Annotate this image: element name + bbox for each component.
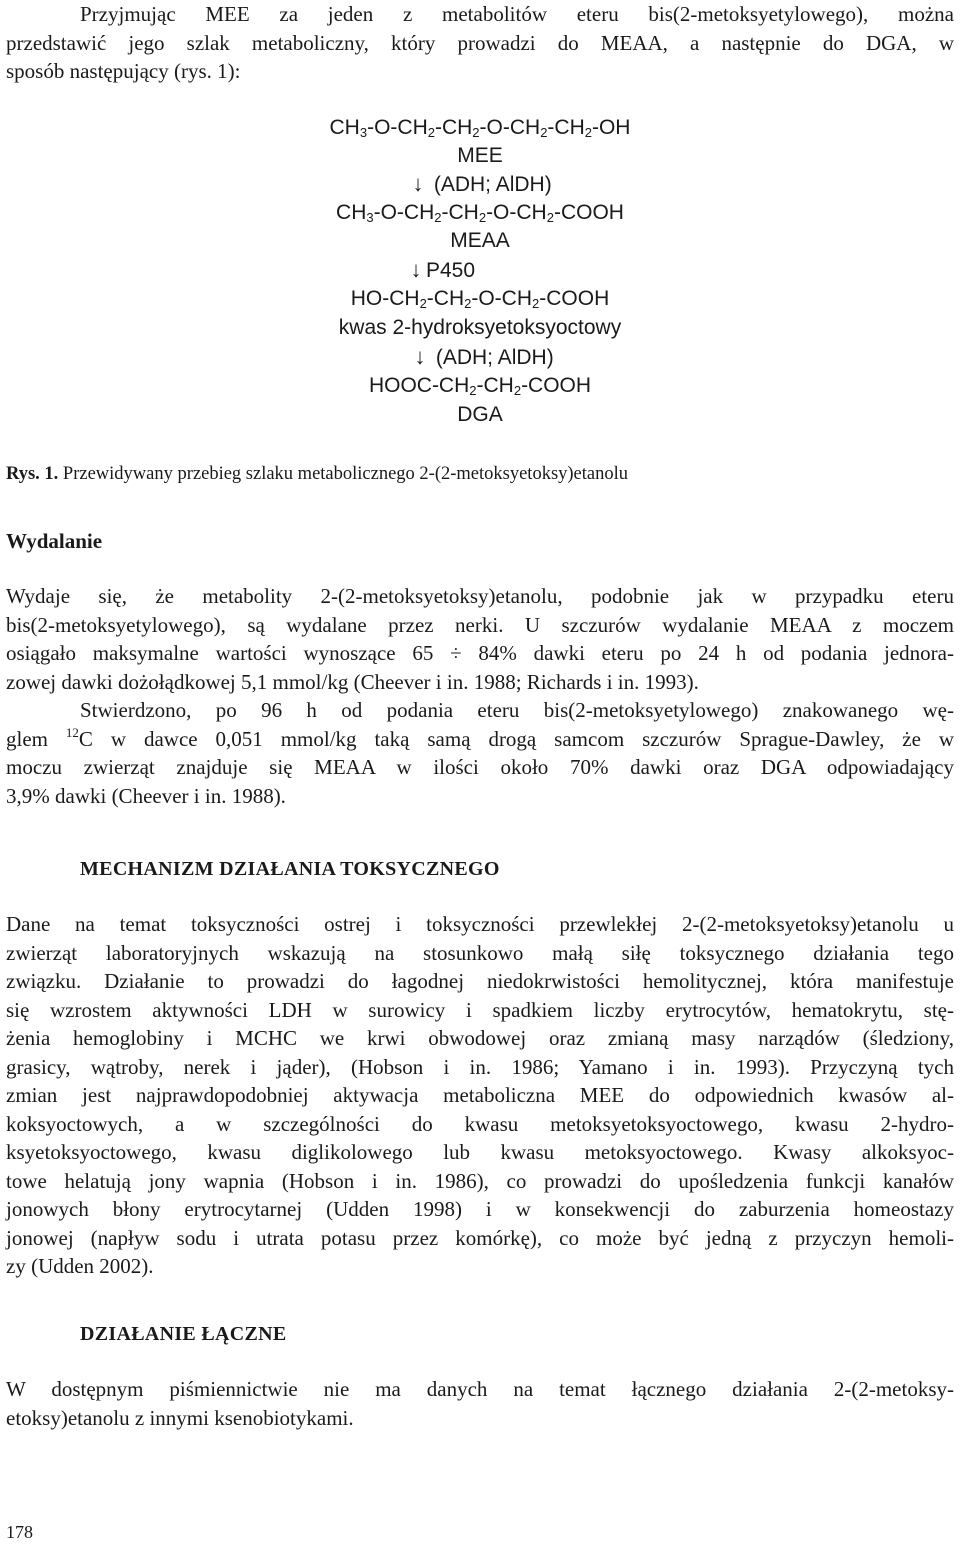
- text-line: zy (Udden 2002).: [6, 1254, 154, 1278]
- step-arrow-2: [406, 256, 475, 285]
- text-line: jonowej (napływ sodu i utrata potasu przez komórkę), co może być jedną z przyczyn hemoli-: [6, 1225, 954, 1250]
- text-line: bis(2-metoksyetylowego), są wydalane przez nerki. U szczurów wydalanie MEAA z moczem: [6, 612, 954, 637]
- text-line: zmian jest najprawdopodobniej aktywacja metaboliczna MEE do odpowiednich kwasów al-: [6, 1083, 954, 1107]
- text-line: Stwierdzono, po 96 h od podania eteru bis(2-metoksyetylowego) znakowanego wę-: [80, 698, 954, 722]
- intro-paragraph: [6, 0, 954, 86]
- text-line: 3,9% dawki (Cheever i in. 1988).: [6, 783, 286, 808]
- formula-dga: HOOC-$CH_2-CH_2$-COOH: [368, 374, 592, 398]
- text-line: W dostępnym piśmiennictwie nie ma danych na temat łącznego działania 2-(2-metoksy-: [6, 1377, 954, 1401]
- text-line: zwierząt laboratoryjnych wskazują na stosunkowo małą siłę toksycznego działania tego: [6, 940, 954, 965]
- down-arrow-icon: ↓: [410, 257, 422, 282]
- text-line: związku. Działanie to prowadzi do łagodnej niedokrwistości hemolitycznej, która manifestuje: [6, 969, 954, 993]
- text-line: ksyetoksyoctowego, kwasu diglikolowego lub kwasu metoksyoctowego. Kwasy alkoksyoc-: [6, 1140, 954, 1164]
- caption-text: Przewidywany przebieg szlaku metabolicznego 2-(2-metoksyetoksy)etanolu: [58, 464, 629, 484]
- name-mee: MEE: [457, 144, 503, 167]
- down-arrow-icon: ↓: [412, 171, 424, 196]
- name-dga: DGA: [457, 403, 503, 426]
- text-line: zowej dawki dożołądkowej 5,1 mmol/kg (Cheever i in. 1988; Richards i in. 1993).: [6, 669, 699, 694]
- text-line: moczu zwierząt znajduje się MEAA w ilości około 70% dawki oraz DGA odpowiadający: [6, 755, 954, 779]
- enzyme-label-1: (ADH; AlDH): [433, 173, 552, 196]
- text-line: grasicy, wątroby, nerek i jąder), (Hobson i in. 1986; Yamano i in. 1993). Przyczyną tych: [6, 1054, 954, 1079]
- text-line: Wydaje się, że metabolity 2-(2-metoksyetoksy)etanolu, podobnie jak w przypadku eteru: [6, 584, 954, 608]
- mechanizm-body: [6, 910, 954, 1281]
- figure-caption: [6, 462, 954, 486]
- text-line: żenia hemoglobiny i MCHC we krwi obwodowej oraz zmianą masy narządów (śledziony,: [6, 1026, 954, 1050]
- enzyme-label-3: (ADH; AlDH): [435, 346, 554, 369]
- text-line: osiągało maksymalne wartości wynoszące 65 ÷ 84% dawki eteru po 24 h od podania jednora-: [6, 641, 954, 665]
- formula-mee: $CH_3-O-CH_2-CH_2-O-CH_2-CH_2-OH$: [329, 116, 631, 140]
- step-arrow-3: [410, 343, 554, 372]
- name-hydroxy-acid: kwas 2-hydroksyetoksyoctowy: [338, 316, 622, 339]
- name-meaa: MEAA: [450, 229, 510, 252]
- text-line: towe helatują jony wapnia (Hobson i in. 1986), co prowadzi do upośledzenia funkcji kanałów: [6, 1168, 954, 1193]
- intro-line-1: Przyjmując MEE za jeden z metabolitów eteru bis(2-metoksyetylowego), można: [80, 2, 954, 26]
- intro-line-2: przedstawić jego szlak metaboliczny, który prowadzi do MEAA, a następnie do DGA, w: [6, 30, 954, 55]
- wydalanie-body: [6, 582, 954, 810]
- section-heading-wydalanie: Wydalanie: [6, 529, 103, 553]
- step-arrow-1: [408, 170, 552, 199]
- text-line: się wzrostem aktywności LDH w surowicy i spadkiem liczby erytrocytów, hematokrytu, stę-: [6, 997, 954, 1022]
- isotope-superscript: 12: [65, 724, 79, 740]
- text-line: koksyoctowych, a w szczególności do kwasu metoksyetoksyoctowego, kwasu 2-hydro-: [6, 1111, 954, 1136]
- laczne-body: [6, 1375, 954, 1432]
- formula-hydroxy-acid: $HO-CH_2-CH_2-O-CH_2$-COOH: [350, 287, 610, 311]
- section-heading-mechanizm: MECHANIZM DZIAŁANIA TOKSYCZNEGO: [80, 858, 500, 880]
- text-line: jonowych błony erytrocytarnej (Udden 1998) i w konsekwencji do zaburzenia homeostazy: [6, 1197, 954, 1221]
- text-line: etoksy)etanolu z innymi ksenobiotykami.: [6, 1405, 354, 1430]
- down-arrow-icon: ↓: [414, 344, 426, 369]
- text-line: glem $^{12}$C w dawce 0,051 mmol/kg taką samą drogą samcom szczurów Sprague-Dawley, że w: [6, 724, 954, 751]
- formula-meaa: $CH_3-O-CH_2-CH_2-O-CH_2$-COOH: [336, 201, 624, 225]
- text-line: Dane na temat toksyczności ostrej i toksyczności przewlekłej 2-(2-metoksyetoksy)etanolu u: [6, 912, 954, 936]
- section-heading-laczne: DZIAŁANIE ŁĄCZNE: [80, 1323, 287, 1345]
- intro-line-3: sposób następujący (rys. 1):: [6, 59, 241, 83]
- caption-label: Rys. 1.: [6, 464, 59, 484]
- page-number: 178: [6, 1522, 33, 1542]
- enzyme-label-2: P450: [426, 259, 476, 282]
